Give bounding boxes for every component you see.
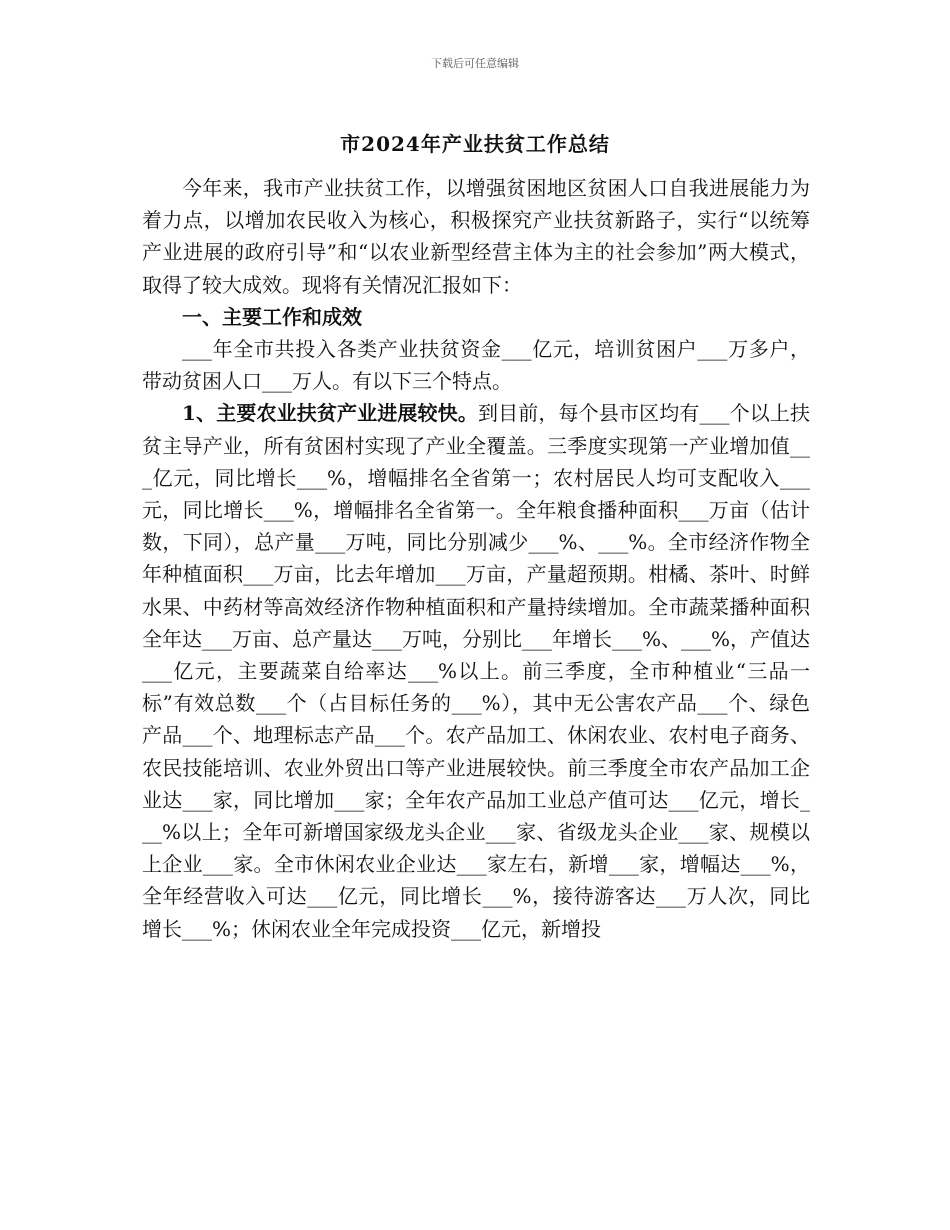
- point-paragraph: [142, 397, 810, 944]
- point-body: 到目前，每个县市区均有___个以上扶贫主导产业，所有贫困村实现了产业全覆盖。三季度实现第一产业增加值___亿元，同比增长___%，增幅排名全省第一；农村居民人均可支配收入___元，同比增长___%，增幅排名全省第一。全年粮食播种面积___万亩（估计数，下同），总产量___万吨，同比分别减少___%、___%。全市经济作物全年种植面积___万亩，比去年增加___万亩，产量超预期。柑橘、茶叶、时鲜水果、中药材等高效经济作物种植面积和产量持续增加。全市蔬菜播种面积全年达___万亩、总产量达___万吨，分别比___年增长___%、___%，产值达___亿元，主要蔬菜自给率达___%以上。前三季度，全市种植业“三品一标”有效总数___个（占目标任务的___%），其中无公害农产品___个、绿色产品___个、地理标志产品___个。农产品加工、休闲农业、农村电子商务、农民技能培训、农业外贸出口等产业进展较快。前三季度全市农产品加工企业达___家，同比增加___家；全年农产品加工业总产值可达___亿元，增长___%以上；全年可新增国家级龙头企业___家、省级龙头企业___家、规模以上企业___家。全市休闲农业企业达___家左右，新增___家，增幅达___%，全年经营收入可达___亿元，同比增长___%，接待游客达___万人次，同比增长___%；休闲农业全年完成投资___亿元，新增投: [142, 401, 811, 941]
- section-heading: 一、主要工作和成效: [182, 304, 362, 329]
- point-lead: 1、主要农业扶贫产业进展较快。: [182, 401, 478, 426]
- document-body: [142, 172, 810, 945]
- intro-paragraph: 今年来，我市产业扶贫工作，以增强贫困地区贫困人口自我进展能力为着力点，以增加农民收入为核心，积极探究产业扶贫新路子，实行“以统筹产业进展的政府引导”和“以农业新型经营主体为主的社会参加”两大模式，取得了较大成效。现将有关情况汇报如下：: [142, 176, 810, 297]
- summary-paragraph: ___年全市共投入各类产业扶贫资金___亿元，培训贫困户___万多户，带动贫困人口___万人。有以下三个特点。: [142, 337, 810, 394]
- page-header-note: 下载后可任意编辑: [431, 57, 519, 70]
- document-title: 市2024年产业扶贫工作总结: [340, 132, 610, 156]
